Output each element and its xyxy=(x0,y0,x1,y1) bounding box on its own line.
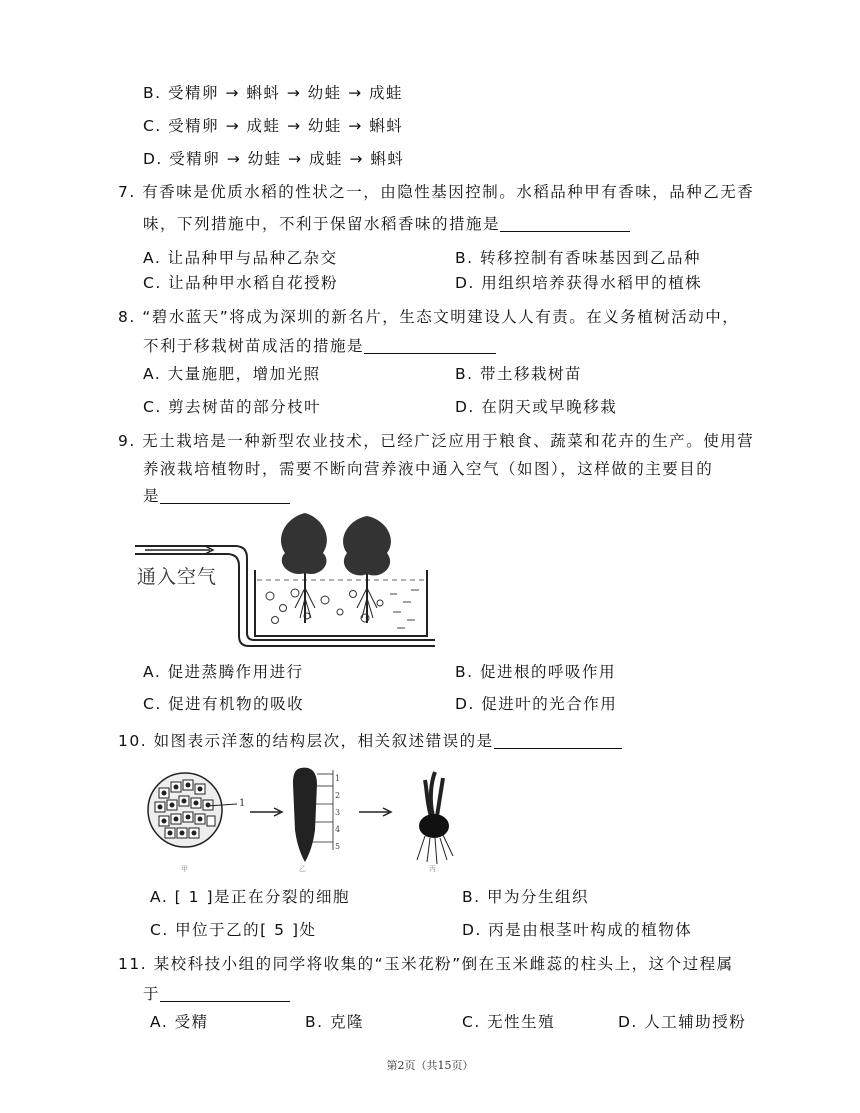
q9-option-b: B. 促进根的呼吸作用 xyxy=(455,663,616,681)
onion-structure-diagram xyxy=(145,760,465,875)
q11-option-b: B. 克隆 xyxy=(305,1013,364,1031)
onion-plant-icon xyxy=(417,772,453,864)
q10-option-a: A. [ 1 ]是正在分裂的细胞 xyxy=(150,888,350,906)
q7-option-a: A. 让品种甲与品种乙杂交 xyxy=(143,249,338,267)
answer-blank[interactable] xyxy=(500,215,630,232)
q11-stem-line2: 于 xyxy=(143,982,290,1004)
answer-blank[interactable] xyxy=(364,337,496,354)
q7-stem-line1: 7. 有香味是优质水稻的性状之一，由隐性基因控制。水稻品种甲有香味，品种乙无香 xyxy=(118,183,755,201)
q7-option-b: B. 转移控制有香味基因到乙品种 xyxy=(455,249,701,267)
scale-label: 2 xyxy=(335,791,341,800)
cell-marker-label: 1 xyxy=(239,798,246,809)
q9-stem-line2: 养液栽培植物时，需要不断向营养液中通入空气（如图），这样做的主要目的 xyxy=(143,460,714,478)
answer-blank[interactable] xyxy=(494,732,622,749)
plant-icon xyxy=(281,513,327,623)
q7-option-d: D. 用组织培养获得水稻甲的植株 xyxy=(455,274,703,292)
q6-option-b: B. 受精卵 → 蝌蚪 → 幼蛙 → 成蛙 xyxy=(143,84,404,102)
q11-stem-line1: 11. 某校科技小组的同学将收集的“玉米花粉”倒在玉米雌蕊的柱头上，这个过程属 xyxy=(118,955,734,973)
hydroponics-figure xyxy=(135,508,435,648)
q7-option-c: C. 让品种甲水稻自花授粉 xyxy=(143,274,339,292)
plant-icon xyxy=(343,516,391,623)
q11-option-d: D. 人工辅助授粉 xyxy=(618,1013,747,1031)
scale-label: 1 xyxy=(335,774,341,783)
q8-option-d: D. 在阴天或早晚移栽 xyxy=(455,398,618,416)
q9-stem-line3: 是 xyxy=(143,484,290,506)
q10-option-b: B. 甲为分生组织 xyxy=(462,888,589,906)
scale-label: 3 xyxy=(335,808,341,817)
q10-option-c: C. 甲位于乙的[ 5 ]处 xyxy=(150,921,317,939)
q9-stem-line1: 9. 无土栽培是一种新型农业技术，已经广泛应用于粮食、蔬菜和花卉的生产。使用营 xyxy=(118,432,755,450)
q11-option-c: C. 无性生殖 xyxy=(462,1013,556,1031)
q6-option-c: C. 受精卵 → 成蛙 → 幼蛙 → 蝌蚪 xyxy=(143,117,404,135)
answer-blank[interactable] xyxy=(160,487,290,504)
q8-stem-line2: 不利于移栽树苗成活的措施是 xyxy=(143,334,496,356)
q8-option-c: C. 剪去树苗的部分枝叶 xyxy=(143,398,322,416)
onion-structure-figure xyxy=(145,760,465,875)
caption-a: 甲 xyxy=(181,865,188,873)
q8-option-a: A. 大量施肥，增加光照 xyxy=(143,365,321,383)
scale-label: 5 xyxy=(335,842,341,851)
q9-option-d: D. 促进叶的光合作用 xyxy=(455,695,618,713)
caption-c: 丙 xyxy=(429,865,436,873)
air-input-label: 通入空气 xyxy=(137,566,218,588)
page-number-footer: 第2页（共15页） xyxy=(386,1059,474,1072)
q6-option-d: D. 受精卵 → 幼蛙 → 成蛙 → 蝌蚪 xyxy=(143,150,405,168)
scale-labels xyxy=(335,770,340,855)
q9-option-c: C. 促进有机物的吸收 xyxy=(143,695,305,713)
q10-option-d: D. 丙是由根茎叶构成的植物体 xyxy=(462,921,693,939)
q9-option-a: A. 促进蒸腾作用进行 xyxy=(143,663,304,681)
q8-stem-line1: 8. “碧水蓝天”将成为深圳的新名片，生态文明建设人人有责。在义务植树活动中， xyxy=(118,308,740,326)
q7-stem-line2: 味，下列措施中，不利于保留水稻香味的措施是 xyxy=(143,212,630,234)
q10-stem-line1: 10. 如图表示洋葱的结构层次，相关叙述错误的是 xyxy=(118,729,622,751)
answer-blank[interactable] xyxy=(160,985,290,1002)
q11-option-a: A. 受精 xyxy=(150,1013,209,1031)
q8-option-b: B. 带土移栽树苗 xyxy=(455,365,582,383)
caption-b: 乙 xyxy=(299,865,306,873)
scale-label: 4 xyxy=(335,825,341,834)
